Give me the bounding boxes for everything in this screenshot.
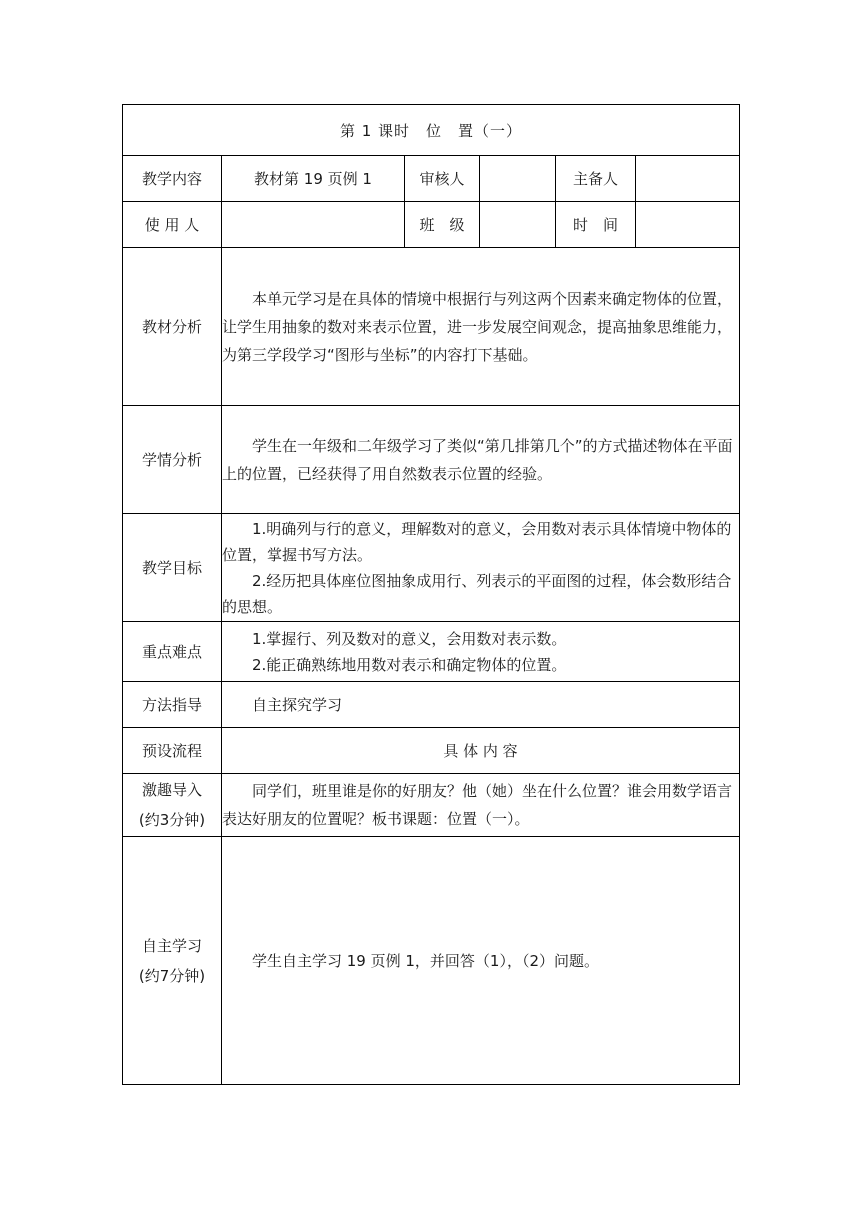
flow-header: 具 体 内 容 [222, 728, 740, 774]
key-point-item: 1.掌握行、列及数对的意义，会用数对表示数。 [252, 629, 567, 648]
reviewer-label: 审核人 [405, 156, 480, 202]
key-point-item: 2.能正确熟练地用数对表示和确定物体的位置。 [252, 655, 567, 674]
reviewer-value [480, 156, 556, 202]
material-analysis-text: 本单元学习是在具体的情境中根据行与列这两个因素来确定物体的位置，让学生用抽象的数对来表示位置，进一步发展空间观念，提高抽象思维能力，为第三学段学习“图形与坐标”的内容打下基础。 [222, 289, 733, 364]
flow-label: 预设流程 [123, 728, 222, 774]
time-value [636, 202, 740, 248]
student-analysis-cell [222, 406, 740, 514]
self-study-text: 学生自主学习 19 页例 1，并回答（1），（2）问题。 [252, 951, 600, 970]
self-study-label [123, 837, 222, 1085]
material-analysis-cell [222, 248, 740, 406]
self-study-label-title: 自主学习 [141, 936, 202, 955]
self-study-cell [222, 837, 740, 1085]
content-label: 教学内容 [123, 156, 222, 202]
method-text: 自主探究学习 [252, 695, 343, 714]
user-label: 使 用 人 [123, 202, 222, 248]
self-study-label-duration: (约7分钟) [138, 966, 206, 985]
preparer-value [636, 156, 740, 202]
goal-item: 1.明确列与行的意义，理解数对的意义，会用数对表示具体情境中物体的位置，掌握书写方法。 [222, 519, 732, 564]
method-cell [222, 682, 740, 728]
lesson-title: 第 1 课时 位 置（一） [123, 105, 740, 156]
time-label: 时 间 [556, 202, 636, 248]
goals-cell [222, 514, 740, 622]
intro-label-duration: (约3分钟) [138, 811, 206, 829]
intro-text: 同学们，班里谁是你的好朋友？他（她）坐在什么位置？谁会用数学语言表达好朋友的位置呢？板书课题：位置（一）。 [222, 782, 733, 828]
key-points-label: 重点难点 [123, 622, 222, 682]
lesson-plan-table [122, 104, 740, 1085]
goals-label: 教学目标 [123, 514, 222, 622]
student-analysis-text: 学生在一年级和二年级学习了类似“第几排第几个”的方式描述物体在平面上的位置，已经获得了用自然数表示位置的经验。 [222, 436, 733, 483]
intro-cell [222, 774, 740, 837]
class-label: 班 级 [405, 202, 480, 248]
class-value [480, 202, 556, 248]
key-points-cell [222, 622, 740, 682]
content-value: 教材第 19 页例 1 [222, 156, 405, 202]
user-value [222, 202, 405, 248]
preparer-label: 主备人 [556, 156, 636, 202]
intro-label [123, 774, 222, 837]
intro-label-title: 激趣导入 [141, 781, 202, 799]
student-analysis-label: 学情分析 [123, 406, 222, 514]
material-analysis-label: 教材分析 [123, 248, 222, 406]
goal-item: 2.经历把具体座位图抽象成用行、列表示的平面图的过程，体会数形结合的思想。 [222, 571, 732, 616]
method-label: 方法指导 [123, 682, 222, 728]
